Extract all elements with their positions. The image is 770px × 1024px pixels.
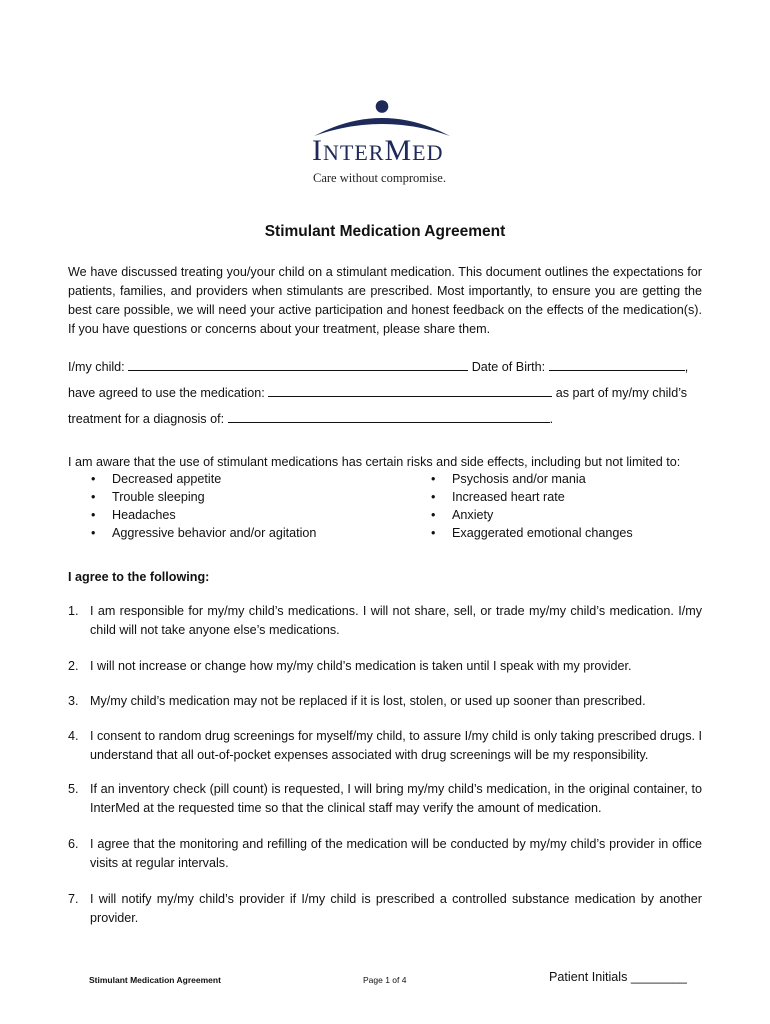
- agreement-item-6: [68, 835, 702, 873]
- item-text: I will notify my/my child’s provider if I/my child is prescribed a controlled substance medication by another provider.: [90, 892, 702, 925]
- child-label: I/my child:: [68, 360, 125, 374]
- item-text: I agree that the monitoring and refilling of the medication will be conducted by my/my child’s provider in office visits at regular intervals.: [90, 837, 702, 870]
- agreement-item-5: [68, 780, 702, 818]
- child-field-row: [68, 357, 688, 377]
- item-number: 7.: [68, 892, 79, 906]
- dob-blank[interactable]: [549, 357, 685, 371]
- agreement-item-7: [68, 890, 702, 928]
- dob-label: Date of Birth:: [471, 360, 546, 374]
- item-number: 6.: [68, 837, 79, 851]
- agree-heading: I agree to the following:: [68, 570, 210, 584]
- child-name-blank[interactable]: [128, 357, 468, 371]
- intermed-logo: [300, 98, 465, 193]
- diagnosis-suffix: .: [549, 412, 554, 426]
- medication-suffix: as part of my/my child’s: [555, 386, 688, 400]
- list-item: • Aggressive behavior and/or agitation: [89, 524, 316, 542]
- item-text: If an inventory check (pill count) is requested, I will bring my/my child’s medication, in the original container, to InterMed at the requested time so that the clinical staff may verify the amount of medication.: [90, 782, 702, 815]
- list-item: • Exaggerated emotional changes: [429, 524, 633, 542]
- agreement-item-3: [68, 692, 702, 711]
- dob-suffix: ,: [684, 360, 689, 374]
- patient-initials-field[interactable]: Patient Initials ________: [549, 970, 687, 984]
- medication-field-row: [68, 383, 687, 403]
- list-item: • Headaches: [89, 506, 316, 524]
- list-item: • Increased heart rate: [429, 488, 633, 506]
- list-item: • Anxiety: [429, 506, 633, 524]
- risks-intro: I am aware that the use of stimulant medications has certain risks and side effects, including but not limited to:: [68, 455, 681, 469]
- medication-label: have agreed to use the medication:: [68, 386, 265, 400]
- risk-list-left: [89, 470, 316, 542]
- document-title: Stimulant Medication Agreement: [264, 223, 506, 240]
- item-number: 2.: [68, 659, 79, 673]
- risk-list-right: [429, 470, 633, 542]
- item-number: 1.: [68, 604, 79, 618]
- item-text: I will not increase or change how my/my child’s medication is taken until I speak with my provider.: [90, 659, 632, 673]
- list-item: • Trouble sleeping: [89, 488, 316, 506]
- diagnosis-label: treatment for a diagnosis of:: [68, 412, 225, 426]
- agreement-item-2: [68, 657, 702, 676]
- intro-paragraph: We have discussed treating you/your child on a stimulant medication. This document outlines the expectations for patients, families, and providers when stimulants are prescribed. Most importantly, to ensure you are getting the best care possible, we will need your active participation and honest feedback on the effects of the medication(s). If you have questions or concerns about your treatment, please share them.: [68, 265, 702, 336]
- agreement-item-4: [68, 727, 702, 765]
- agreement-item-1: [68, 602, 702, 640]
- logo-tagline: Care without compromise.: [313, 171, 446, 185]
- list-item: • Psychosis and/or mania: [429, 470, 633, 488]
- medication-blank[interactable]: [268, 383, 552, 397]
- item-number: 4.: [68, 729, 79, 743]
- list-item: • Decreased appetite: [89, 470, 316, 488]
- footer-document-name: Stimulant Medication Agreement: [89, 975, 221, 985]
- item-text: I consent to random drug screenings for myself/my child, to assure I/my child is only taking prescribed drugs. I understand that all out-of-pocket expenses associated with drug screenings will be my responsibility.: [90, 729, 702, 762]
- logo-wordmark: INTERMED: [312, 134, 444, 167]
- item-number: 5.: [68, 782, 79, 796]
- item-number: 3.: [68, 694, 79, 708]
- footer-page-number: Page 1 of 4: [363, 975, 407, 985]
- diagnosis-field-row: [68, 409, 553, 429]
- item-text: I am responsible for my/my child’s medications. I will not share, sell, or trade my/my child’s medication. I/my child will not take anyone else’s medications.: [90, 604, 702, 637]
- item-text: My/my child’s medication may not be replaced if it is lost, stolen, or used up sooner than prescribed.: [90, 694, 646, 708]
- diagnosis-blank[interactable]: [228, 409, 550, 423]
